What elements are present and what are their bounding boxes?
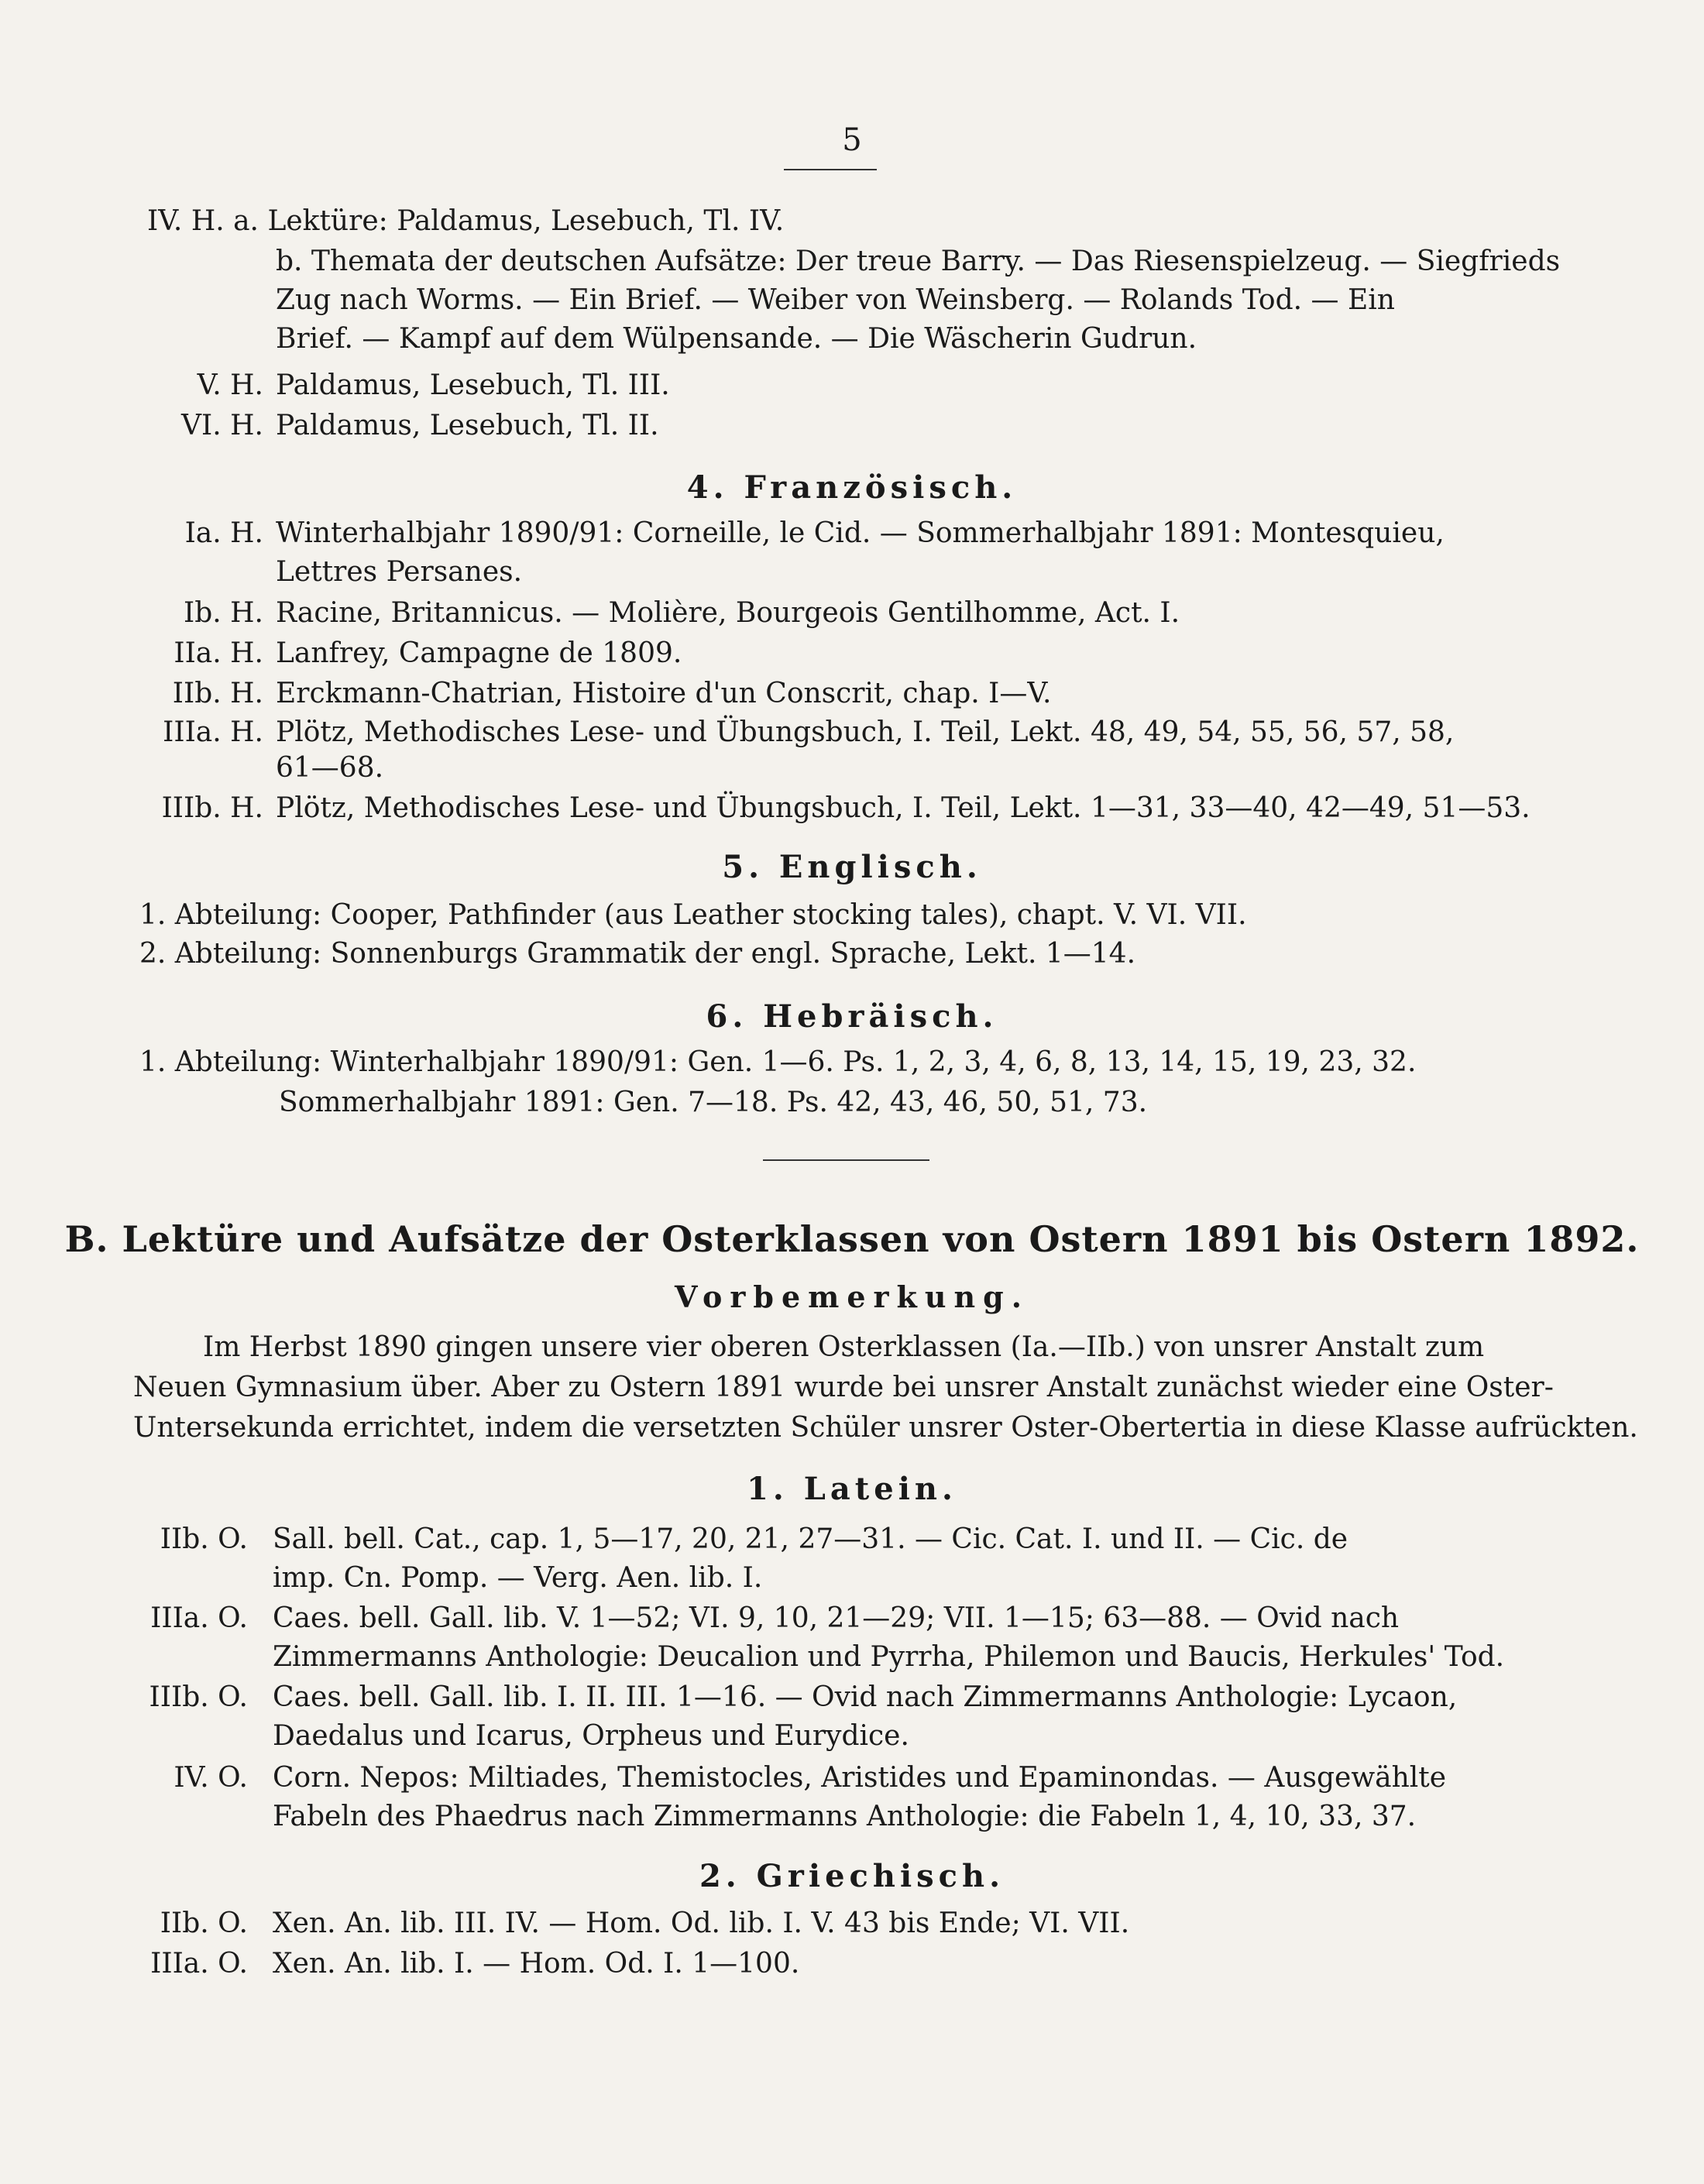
section-heading-hebraeisch: 6. Hebräisch. [706, 998, 998, 1035]
class-label: IV. O. [173, 1762, 248, 1794]
text-line: Paldamus, Lesebuch, Tl. III. [276, 369, 670, 401]
class-label: IIb. O. [160, 1523, 248, 1555]
text-line: 61—68. [276, 752, 384, 784]
text-line: imp. Cn. Pomp. — Verg. Aen. lib. I. [273, 1562, 763, 1594]
class-label: IIa. H. [173, 637, 263, 669]
text-line: Fabeln des Phaedrus nach Zimmermanns Anthologie: die Fabeln 1, 4, 10, 33, 37. [273, 1801, 1417, 1832]
text-line: Racine, Britannicus. — Molière, Bourgeois Gentilhomme, Act. I. [276, 597, 1180, 629]
section-heading-franzoesisch: 4. Französisch. [686, 469, 1018, 506]
text-line: Neuen Gymnasium über. Aber zu Ostern 1891 wurde bei unsrer Anstalt zunächst wieder eine Oster- [133, 1372, 1554, 1403]
section-heading-englisch: 5. Englisch. [722, 849, 982, 885]
text-line: Lanfrey, Campagne de 1809. [276, 637, 682, 669]
class-label: Ia. H. [184, 517, 263, 549]
class-label: IIb. O. [160, 1908, 248, 1939]
class-label: IIIa. H. [163, 716, 263, 748]
text-line: Sall. bell. Cat., cap. 1, 5—17, 20, 21, 27—31. — Cic. Cat. I. und II. — Cic. de [273, 1523, 1348, 1555]
section-divider [763, 1159, 929, 1161]
text-line: IV. H. a. Lektüre: Paldamus, Lesebuch, Tl. IV. [147, 205, 785, 237]
class-label: IIIb. O. [149, 1681, 248, 1713]
text-line: Untersekunda errichtet, indem die versetzten Schüler unsrer Oster-Obertertia in diese Klasse aufrückten. [133, 1412, 1638, 1444]
text-line: Sommerhalbjahr 1891: Gen. 7—18. Ps. 42, 43, 46, 50, 51, 73. [279, 1087, 1148, 1118]
section-heading-griechisch: 2. Griechisch. [699, 1858, 1005, 1894]
text-line: Caes. bell. Gall. lib. V. 1—52; VI. 9, 10, 21—29; VII. 1—15; 63—88. — Ovid nach [273, 1602, 1400, 1634]
text-line: Winterhalbjahr 1890/91: Corneille, le Cid. — Sommerhalbjahr 1891: Montesquieu, [276, 517, 1445, 549]
text-line: Caes. bell. Gall. lib. I. II. III. 1—16. — Ovid nach Zimmermanns Anthologie: Lycaon, [273, 1681, 1458, 1713]
text-line: b. Themata der deutschen Aufsätze: Der treue Barry. — Das Riesenspielzeug. — Siegfrieds [276, 246, 1561, 277]
class-label: Ib. H. [184, 597, 263, 629]
text-line: Erckmann-Chatrian, Histoire d'un Conscrit, chap. I—V. [276, 678, 1052, 709]
text-line: Paldamus, Lesebuch, Tl. II. [276, 410, 659, 441]
header-rule [784, 169, 877, 170]
text-line: Plötz, Methodisches Lese- und Übungsbuch, I. Teil, Lekt. 48, 49, 54, 55, 56, 57, 58, [276, 716, 1455, 748]
text-line: 2. Abteilung: Sonnenburgs Grammatik der engl. Sprache, Lekt. 1—14. [139, 938, 1136, 970]
text-line: 1. Abteilung: Winterhalbjahr 1890/91: Gen. 1—6. Ps. 1, 2, 3, 4, 6, 8, 13, 14, 15, 19, 23, 32. [139, 1046, 1417, 1078]
text-line: Corn. Nepos: Miltiades, Themistocles, Aristides und Epaminondas. — Ausgewählte [273, 1762, 1447, 1794]
page-number: 5 [842, 122, 862, 158]
class-label: VI. H. [181, 410, 263, 441]
text-line: Brief. — Kampf auf dem Wülpensande. — Die Wäscherin Gudrun. [276, 323, 1197, 355]
section-b-title: B. Lektüre und Aufsätze der Osterklassen von Ostern 1891 bis Ostern 1892. [64, 1218, 1640, 1260]
text-line: 1. Abteilung: Cooper, Pathfinder (aus Leather stocking tales), chapt. V. VI. VII. [139, 899, 1247, 931]
text-line: Lettres Persanes. [276, 556, 523, 588]
text-line: Zug nach Worms. — Ein Brief. — Weiber von Weinsberg. — Rolands Tod. — Ein [276, 284, 1395, 316]
text-line: Im Herbst 1890 gingen unsere vier oberen Osterklassen (Ia.—IIb.) von unsrer Anstalt zum [203, 1331, 1485, 1363]
vorbemerkung-heading: Vorbemerkung. [675, 1279, 1029, 1314]
text-line: Xen. An. lib. III. IV. — Hom. Od. lib. I. V. 43 bis Ende; VI. VII. [273, 1908, 1130, 1939]
class-label: IIIb. H. [161, 792, 263, 824]
class-label: IIIa. O. [150, 1948, 248, 1980]
text-line: Plötz, Methodisches Lese- und Übungsbuch, I. Teil, Lekt. 1—31, 33—40, 42—49, 51—53. [276, 792, 1531, 824]
class-label: IIb. H. [172, 678, 263, 709]
text-line: Xen. An. lib. I. — Hom. Od. I. 1—100. [273, 1948, 800, 1980]
section-heading-latein: 1. Latein. [747, 1471, 957, 1507]
text-line: Zimmermanns Anthologie: Deucalion und Pyrrha, Philemon und Baucis, Herkules' Tod. [273, 1641, 1505, 1673]
class-label: IIIa. O. [150, 1602, 248, 1634]
text-line: Daedalus und Icarus, Orpheus und Eurydice. [273, 1720, 909, 1752]
class-label: V. H. [197, 369, 263, 401]
